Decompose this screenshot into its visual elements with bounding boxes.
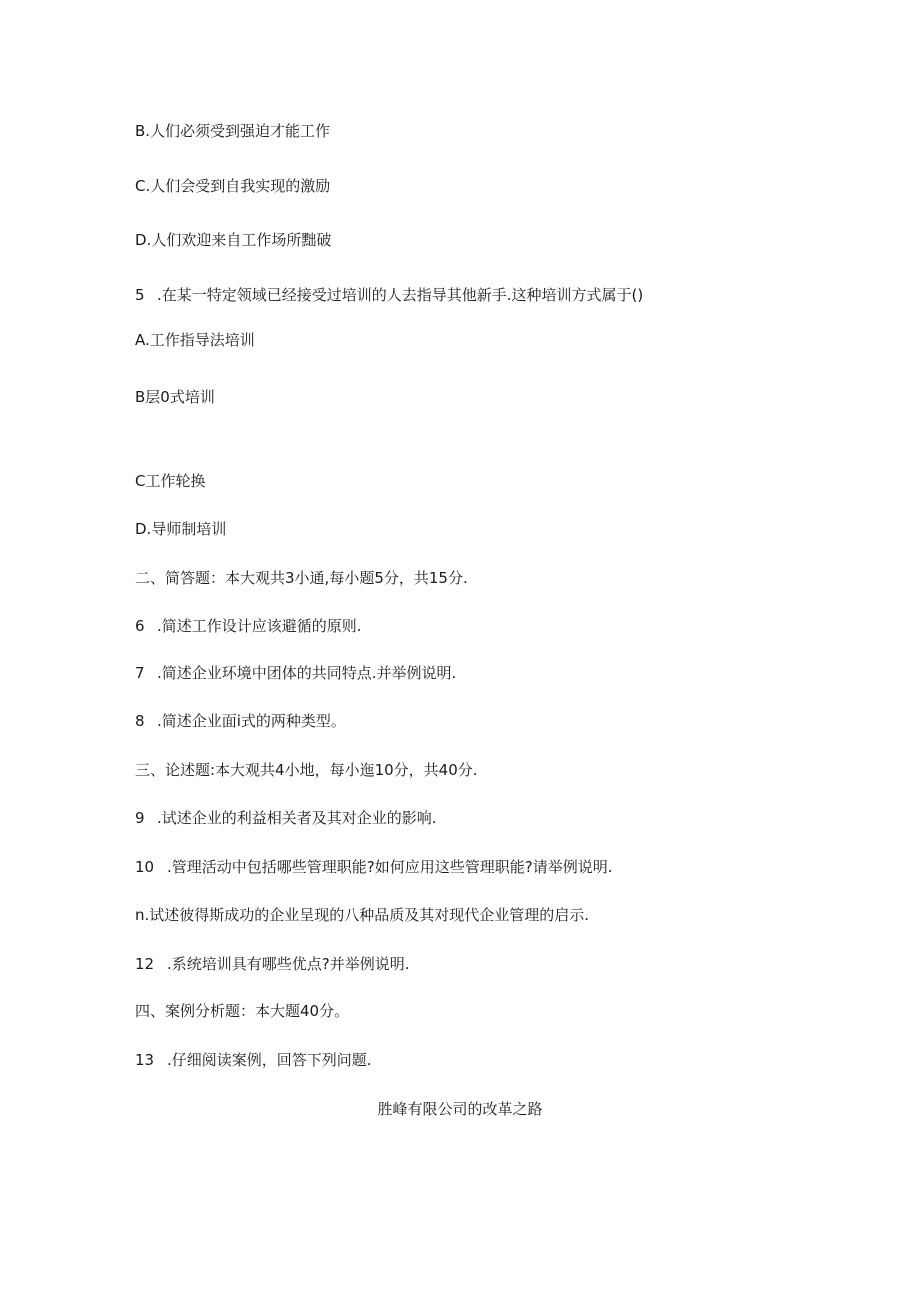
question-text: .管理活动中包括哪些管理职能?如何应用这些管理职能?请举例说明. (167, 858, 613, 876)
question-number: 6 (135, 617, 145, 635)
option-text: A.工作指导法培训 (135, 331, 255, 349)
section-heading-case (135, 1001, 349, 1021)
option-q5-a (135, 330, 255, 350)
section-heading-essay (135, 760, 478, 780)
question-11 (135, 905, 589, 925)
question-number: 8 (135, 712, 145, 730)
question-5 (135, 285, 643, 305)
section-text: 三、论述题:本大观共4小地，每小迤10分，共40分. (135, 761, 478, 779)
option-q4-b (135, 121, 330, 141)
question-number: 13 (135, 1051, 155, 1069)
option-q5-b (135, 387, 215, 407)
question-text: .仔细阅读案例，回答下列问题. (167, 1051, 372, 1069)
question-number: 7 (135, 664, 145, 682)
question-number: 5 (135, 286, 145, 304)
question-12 (135, 954, 410, 974)
question-8 (135, 711, 346, 731)
question-number: 12 (135, 955, 155, 973)
question-6 (135, 616, 362, 636)
question-9 (135, 808, 437, 828)
question-10 (135, 857, 612, 877)
question-7 (135, 663, 456, 683)
question-text: .在某一特定领域已经接受过培训的人去指导其他新手.这种培训方式属于() (157, 286, 644, 304)
option-q5-c (135, 471, 205, 491)
option-text: C.人们会受到自我实现的激励 (135, 177, 331, 195)
section-text: 二、简答题：本大观共3小通,每小题5分，共15分. (135, 569, 468, 587)
section-text: 四、案例分析题：本大题40分。 (135, 1002, 350, 1020)
question-text: n.试述彼得斯成功的企业呈现的八种品质及其对现代企业管理的启示. (135, 906, 590, 924)
option-text: D.人们欢迎来自工作场所黜破 (135, 231, 332, 249)
question-text: .简述工作设计应该避循的原则. (157, 617, 362, 635)
section-heading-short-answer (135, 568, 468, 588)
option-q5-d (135, 519, 226, 539)
option-text: C工作轮换 (135, 472, 206, 490)
option-text: B.人们必须受到强迫才能工作 (135, 122, 331, 140)
question-text: .系统培训具有哪些优点?并举例说明. (167, 955, 410, 973)
option-text: D.导师制培训 (135, 520, 227, 538)
question-text: .试述企业的利益相关者及其对企业的影响. (157, 809, 437, 827)
question-number: 10 (135, 858, 155, 876)
option-q4-d (135, 230, 331, 250)
case-title: 胜峰有限公司的改革之路 (377, 1100, 543, 1118)
option-q4-c (135, 176, 330, 196)
question-text: .简述企业环境中团体的共同特点.并举例说明. (157, 664, 457, 682)
question-13 (135, 1050, 372, 1070)
question-text: .简述企业面i式的两种类型。 (157, 712, 346, 730)
question-number: 9 (135, 809, 145, 827)
option-text: B层0式培训 (135, 388, 215, 406)
